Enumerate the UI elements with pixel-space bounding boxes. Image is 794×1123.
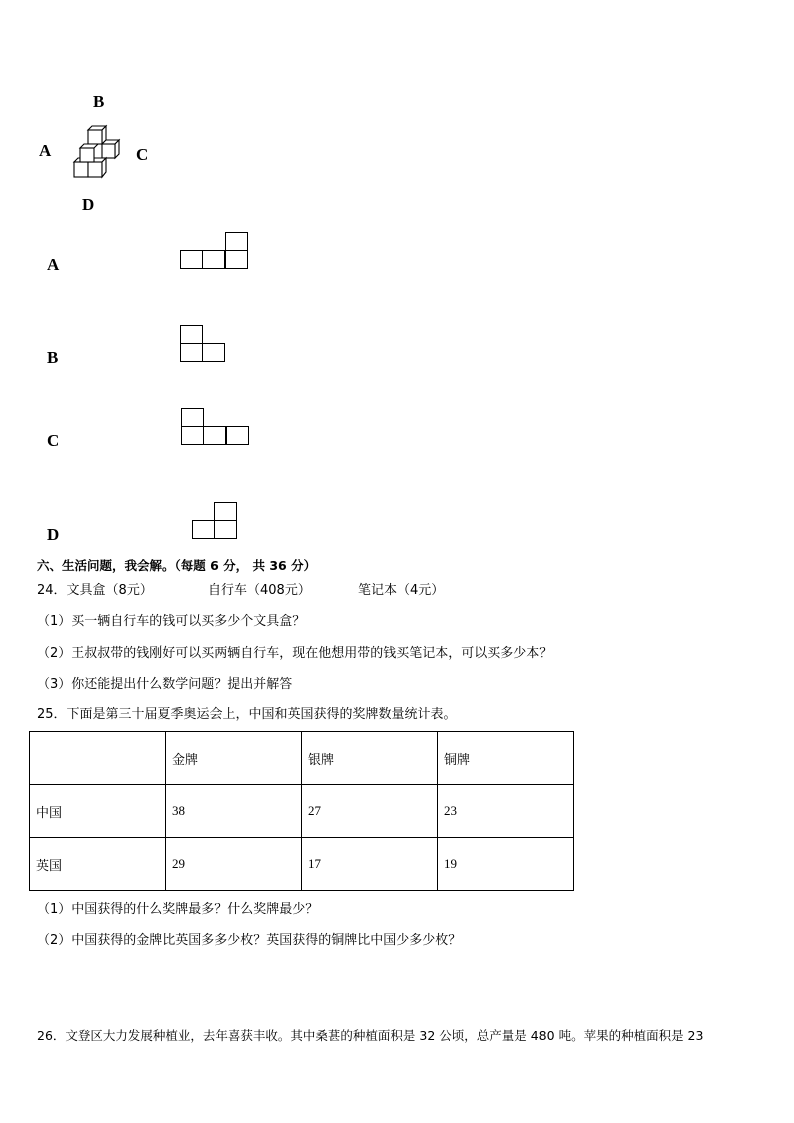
q24-sub1: （1）买一辆自行车的钱可以买多少个文具盒？ <box>37 614 306 629</box>
view-label-right: C <box>136 145 149 164</box>
option-d-label: D <box>47 525 60 544</box>
q25-intro: 25．下面是第三十届夏季奥运会上，中国和英国获得的奖牌数量统计表。 <box>37 707 457 722</box>
cube-stack-figure <box>68 124 124 182</box>
view-label-bottom: D <box>82 195 95 214</box>
q24-item-notebook: 笔记本（4元） <box>358 583 445 598</box>
table-cell: 19 <box>438 838 574 891</box>
table-header-cell: 银牌 <box>302 732 438 785</box>
table-cell: 17 <box>302 838 438 891</box>
q25-sub2: （2）中国获得的金牌比英国多多少枚？英国获得的铜牌比中国少多少枚？ <box>37 933 462 948</box>
table-cell: 27 <box>302 785 438 838</box>
q26-text: 26．文登区大力发展种植业，去年喜获丰收。其中桑葚的种植面积是 32 公顷，总产量是 480 吨。苹果的种植面积是 23 <box>37 1028 704 1043</box>
q25-sub1: （1）中国获得的什么奖牌最多？什么奖牌最少？ <box>37 902 319 917</box>
option-a-label: A <box>47 255 60 274</box>
view-label-left: A <box>39 141 52 160</box>
option-d-shape <box>192 502 242 542</box>
option-c-shape <box>181 408 251 448</box>
table-header-cell <box>30 732 166 785</box>
medal-table <box>29 731 574 891</box>
section-heading: 六、生活问题，我会解。（每题 6 分， 共 36 分） <box>37 558 317 573</box>
option-c-label: C <box>47 431 60 450</box>
option-b-shape <box>180 325 230 365</box>
q24-sub3: （3）你还能提出什么数学问题？提出并解答 <box>37 677 293 692</box>
table-cell: 29 <box>166 838 302 891</box>
table-header-cell: 金牌 <box>166 732 302 785</box>
table-cell: 英国 <box>30 838 166 891</box>
table-row <box>30 838 574 891</box>
q24-item-bicycle: 自行车（408元） <box>208 583 311 598</box>
view-label-top: B <box>93 92 105 111</box>
option-b-label: B <box>47 348 59 367</box>
q24-item-pencil-box: 24．文具盒（8元） <box>37 583 153 598</box>
q24-sub2: （2）王叔叔带的钱刚好可以买两辆自行车，现在他想用带的钱买笔记本，可以买多少本？ <box>37 646 553 661</box>
table-cell: 中国 <box>30 785 166 838</box>
table-cell: 23 <box>438 785 574 838</box>
option-a-shape <box>180 232 250 272</box>
table-header-cell: 铜牌 <box>438 732 574 785</box>
table-row <box>30 785 574 838</box>
table-cell: 38 <box>166 785 302 838</box>
table-header-row <box>30 732 574 785</box>
